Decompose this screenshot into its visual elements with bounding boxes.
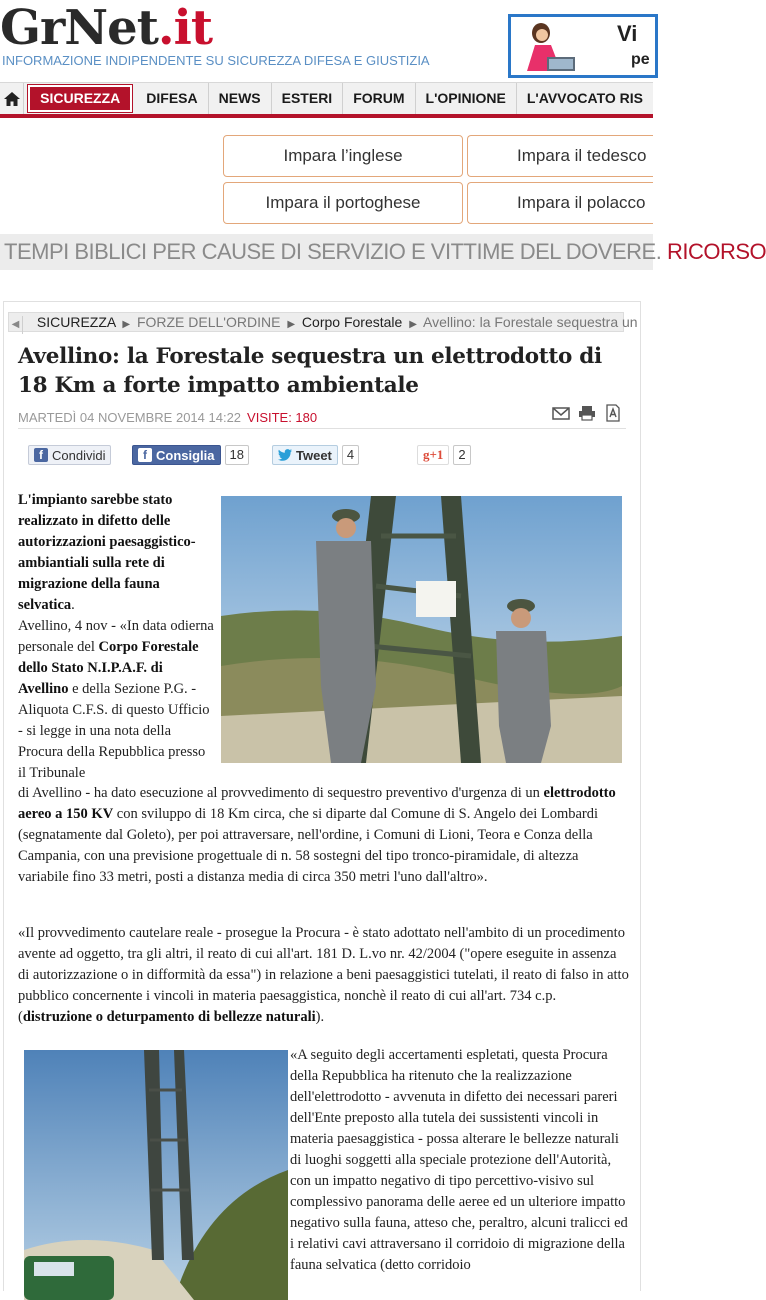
facebook-recommend-button[interactable] (132, 445, 221, 465)
learn-polish-button[interactable]: Impara il polacco (467, 182, 653, 224)
twitter-share (272, 444, 359, 466)
ad-text-line2: pe (631, 51, 650, 68)
article-date: MARTEDÌ 04 NOVEMBRE 2014 14:22 (18, 410, 242, 425)
nav-item-difesa[interactable]: DIFESA (136, 83, 208, 114)
breadcrumb-item-sicurezza[interactable]: SICUREZZA (36, 314, 116, 330)
article-container (3, 301, 641, 1291)
facebook-recommend (132, 444, 249, 466)
facebook-recommend-count: 18 (225, 445, 249, 465)
p1-bold-b: Corpo Forestale dello Stato N.I.P.A.F. di Avellino (18, 639, 199, 697)
news-ticker[interactable] (0, 234, 766, 270)
site-tagline: INFORMAZIONE INDIPENDENTE SU SICUREZZA DIFESA E GIUSTIZIA (2, 53, 430, 68)
site-logo[interactable] (0, 2, 212, 54)
article-tools (552, 405, 622, 421)
gplus-button[interactable]: g+1 (417, 445, 449, 465)
p2-text-a: «Il provvedimento cautelare reale - prosegue la Procura - è stato adottato nell'ambito di un procedimento avente ad oggetto, tra gli altri, il reato di cui all'art. 181 D. L.vo nr. 42/2004 ("opere eseguite in assenza di autorizzazione o in difformità da essa") in relazione a beni paesaggistici tutelati, il reato di falso in atto pubblico concernente i vincoli in materia paesaggistica, nonchè il reato di cui all'art. 734 c.p. ( (18, 925, 629, 1025)
breadcrumb-separator-icon: ▶ (287, 319, 296, 330)
pdf-icon[interactable] (604, 405, 622, 421)
gplus-count: 2 (453, 445, 470, 465)
ticker-highlight: RICORSO (661, 239, 766, 264)
facebook-share (28, 444, 111, 466)
ticker-text: TEMPI BIBLICI PER CAUSE DI SERVIZIO E VITTIME DEL DOVERE. (4, 239, 662, 264)
article-lead (18, 490, 214, 784)
p1-text-a: Avellino, 4 nov - «In data odierna personale del (18, 618, 214, 655)
article-paragraph-3: «A seguito degli accertamenti espletati, questa Procura della Repubblica ha ritenuto che la realizzazione dell'elettrodotto - avvenuta in difetto dei necessari pareri dell'Ente preposto alla tutela dei sussistenti vincoli in materia paesaggistica - possa alterare le bellezze naturali di luoghi soggetti alla speciale protezione dell'Autorità, con un impatto negativo di tipo percettivo-visivo sul complessivo panorama delle aeree ed un ulteriore impatto negativo sulla fauna, atteso che, peraltro, alcuni tralicci ed i relativi cavi attraversano il corridoio di migrazione della fauna selvatica (detto corridoio (290, 1047, 628, 1273)
learn-english-button[interactable]: Impara l’inglese (223, 135, 463, 177)
ad-text-line1: Vi (617, 21, 638, 46)
article-photo-pylon-vehicle (24, 1050, 288, 1300)
p1-text-f: con sviluppo di 18 Km circa, che si diparte dal Comune di S. Angelo dei Lombardi (segnatamente dal Goleto), per poi attraversare, nell'ordine, i Comuni di Lioni, Teora e Conza della Campania, con una previsione progettuale di n. 58 sostegni del tipo tronco-piramidale, di altezza variabile fino 33 metri, posti a distanza media di circa 350 metri l'uno dall'altro». (18, 806, 599, 885)
header-ad-banner[interactable] (508, 14, 658, 78)
ad-woman-laptop-image (517, 21, 577, 75)
print-icon[interactable] (578, 405, 596, 421)
meta-divider (18, 428, 626, 429)
article-paragraph-1 (18, 783, 630, 888)
logo-main: GrNet (0, 0, 158, 56)
nav-item-sicurezza[interactable]: SICUREZZA (28, 85, 132, 112)
twitter-icon (278, 449, 292, 461)
article-photo-rangers-pylon (221, 496, 622, 763)
breadcrumb-item-corpo-forestale[interactable]: Corpo Forestale (301, 314, 403, 330)
lead-dot: . (71, 597, 75, 613)
learn-portuguese-button[interactable]: Impara il portoghese (223, 182, 463, 224)
breadcrumb-separator-icon: ▶ (122, 319, 131, 330)
nav-item-forum[interactable]: FORUM (343, 83, 415, 114)
logo-tld: .it (157, 0, 212, 56)
facebook-share-button[interactable] (28, 445, 111, 465)
nav-home[interactable] (0, 83, 24, 114)
article-meta (18, 410, 317, 425)
p1-text-d: di Avellino - ha dato esecuzione al provvedimento di sequestro preventivo d'urgenza di un (18, 785, 544, 801)
p2-bold-b: distruzione o deturpamento di bellezze naturali (22, 1009, 316, 1025)
breadcrumb-separator-icon: ▶ (409, 319, 417, 330)
home-icon (4, 92, 20, 106)
email-icon[interactable] (552, 405, 570, 421)
breadcrumb-item-forze[interactable]: FORZE DELL'ORDINE (136, 314, 281, 330)
article-title: Avellino: la Forestale sequestra un elettrodotto di 18 Km a forte impatto ambientale (18, 344, 602, 398)
tweet-count: 4 (342, 445, 359, 465)
breadcrumb (8, 312, 638, 332)
tweet-label: Tweet (296, 447, 332, 463)
lead-bold-text: L'impianto sarebbe stato realizzato in difetto delle autorizzazioni paesaggistico-ambiantiali sulla rete di migrazione della fauna selvatica (18, 492, 196, 613)
facebook-icon: f (138, 448, 152, 462)
tweet-button[interactable] (272, 445, 338, 465)
nav-item-esteri[interactable]: ESTERI (272, 83, 344, 114)
nav-item-avvocato[interactable]: L'AVVOCATO RIS (526, 90, 643, 106)
p2-text-c: ). (315, 1009, 325, 1025)
article-visits: VISITE: 180 (247, 410, 318, 425)
site-header (0, 0, 653, 80)
p1-bold-e: elettrodotto aereo a 150 KV (18, 785, 616, 822)
article-paragraph-2 (18, 923, 630, 1028)
facebook-share-label: Condividi (52, 447, 106, 463)
p1-text-c: e della Sezione P.G. -Aliquota C.F.S. di questo Ufficio - si legge in una nota della Procura della Repubblica presso il Tribunale (18, 681, 210, 781)
nav-item-opinione[interactable]: L'OPINIONE (416, 83, 517, 114)
breadcrumb-back-icon[interactable]: ◀ (9, 316, 23, 334)
breadcrumb-item-current: Avellino: la Forestale sequestra un (423, 314, 638, 330)
learn-german-button[interactable]: Impara il tedesco (467, 135, 653, 177)
facebook-recommend-label: Consiglia (156, 447, 215, 463)
gplus-share (417, 444, 471, 466)
nav-item-news[interactable]: NEWS (209, 83, 272, 114)
main-navigation (0, 82, 653, 118)
facebook-icon: f (34, 448, 48, 462)
